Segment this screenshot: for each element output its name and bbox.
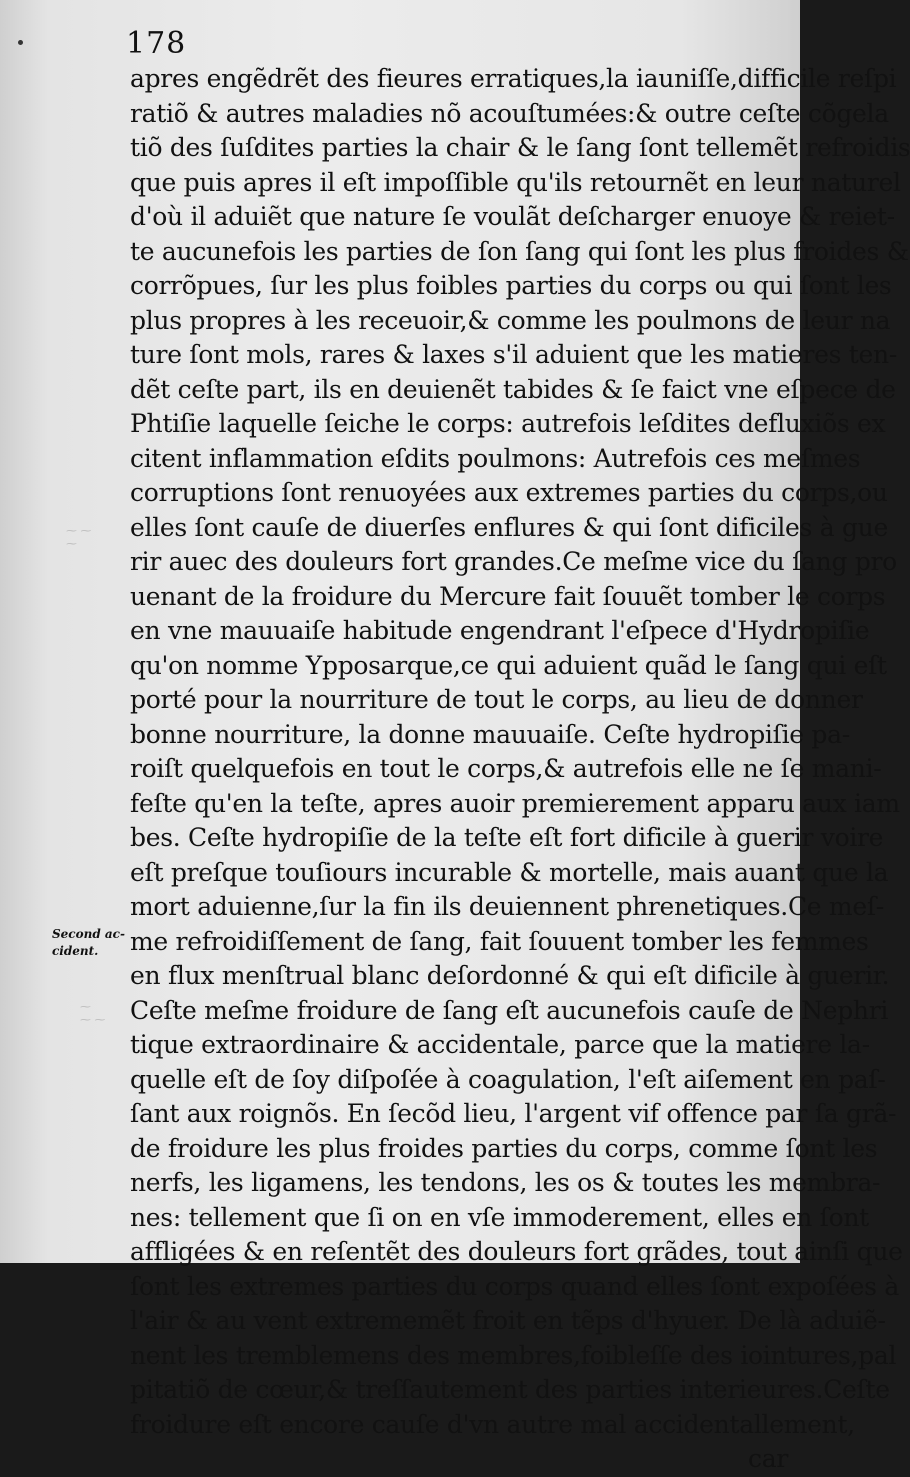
text-line: corruptions ſont renuoyées aux extremes parties du corps,ou xyxy=(130,478,888,507)
text-line: corrõpues, ſur les plus foibles parties du corps ou qui ſont les xyxy=(130,271,892,300)
text-line: tique extraordinaire & accidentale, parce que la matiere la- xyxy=(130,1030,870,1059)
text-line: me refroidiſſement de ſang, fait ſouuent tomber les femmes xyxy=(130,926,869,956)
text-line: qu'on nomme Ypposarque,ce qui aduient quãd le ſang qui eſt xyxy=(130,650,887,680)
text-line: de froidure les plus froides parties du corps, comme ſont les xyxy=(130,1133,878,1163)
text-line: en flux menſtrual blanc deſordonné & qui eſt dificile à guerir. xyxy=(130,961,890,990)
text-line: elles ſont cauſe de diuerſes enflures & qui ſont dificiles à gue xyxy=(130,512,888,542)
text-line: en vne mauuaiſe habitude engendrant l'eſpece d'Hydropiſie xyxy=(130,616,870,645)
text-line: bes. Ceſte hydropiſie de la teſte eſt fort dificile à guerir voire xyxy=(130,823,884,852)
text-line: roiſt quelquefois en tout le corps,& autrefois elle ne ſe mani- xyxy=(130,754,882,783)
text-line: rir auec des douleurs fort grandes.Ce meſme vice du ſang pro xyxy=(130,547,897,576)
text-line: dẽt ceſte part, ils en deuienẽt tabides & ſe faict vne eſpece de xyxy=(130,374,896,404)
marginal-note xyxy=(52,926,128,960)
text-line: d'où il aduiẽt que nature ſe voulãt deſcharger enuoye & reiet- xyxy=(130,202,895,231)
text-line: apres engẽdrẽt des fieures erratiques,la iauniſſe,difficile reſpi xyxy=(130,64,897,93)
text-line: ſant aux roignõs. En ſecõd lieu, l'argent vif offence par ſa grã- xyxy=(130,1099,897,1128)
text-line: nerfs, les ligamens, les tendons, les os & toutes les membra- xyxy=(130,1168,881,1197)
text-line: uenant de la froidure du Mercure fait ſouuẽt tomber le corps xyxy=(130,581,886,611)
bleed-through-mark: ⁓ ⁓ ⁓ xyxy=(80,1000,106,1026)
text-line: ture ſont mols, rares & laxes s'il aduient que les matieres ten- xyxy=(130,340,897,369)
text-line: bonne nourriture, la donne mauuaiſe. Ceſte hydropiſie pa- xyxy=(130,719,850,749)
text-line: ſont les extremes parties du corps quand elles ſont expoſées à xyxy=(130,1271,899,1301)
text-line: affligées & en reſentẽt des douleurs fort grãdes, tout ainſi que xyxy=(130,1237,903,1266)
page-number: 178 xyxy=(126,26,187,61)
text-line: Phtiſie laquelle ſeiche le corps: autrefois leſdites defluxiõs ex xyxy=(130,409,886,438)
text-line: nes: tellement que ſi on en vſe immoderement, elles en ſont xyxy=(130,1202,869,1232)
text-line: mort aduienne,ſur la fin ils deuiennent phrenetiques.Ce meſ- xyxy=(130,892,884,921)
text-line: quelle eſt de ſoy diſpoſée à coagulation, l'eſt aiſement en paſ- xyxy=(130,1064,886,1094)
text-line: l'air & au vent extrememẽt froit en tẽps d'hyuer. De là aduiẽ- xyxy=(130,1306,886,1335)
bleed-through-mark: ⁓ ⁓ ⁓ xyxy=(66,524,92,550)
text-line: porté pour la nourriture de tout le corps, au lieu de donner xyxy=(130,685,863,714)
text-line: feſte qu'en la teſte, apres auoir premierement apparu aux iam xyxy=(130,788,900,818)
text-line: pitatiõ de cœur,& treſſautement des parties interieures.Ceſte xyxy=(130,1375,890,1404)
body-text xyxy=(130,62,910,1477)
text-line: que puis apres il eſt impoſſible qu'ils retournẽt en leur naturel xyxy=(130,167,901,197)
binding-mark xyxy=(18,40,23,45)
catchword: car xyxy=(748,1444,788,1473)
marginal-note-line: Second ac- xyxy=(52,927,125,941)
text-line: citent inflammation eſdits poulmons: Autrefois ces meſmes xyxy=(130,443,861,473)
text-line: ratiõ & autres maladies nõ acouſtumées:& outre ceſte cõgela xyxy=(130,98,889,128)
text-line: tiõ des ſuſdites parties la chair & le ſang ſont tellemẽt refroidis xyxy=(130,133,910,162)
text-line: plus propres à les receuoir,& comme les poulmons de leur na xyxy=(130,305,891,335)
text-line: te aucunefois les parties de ſon ſang qui ſont les plus froides & xyxy=(130,236,909,266)
text-line: eſt preſque touſiours incurable & mortelle, mais auant que la xyxy=(130,857,889,887)
text-line: froidure eſt encore cauſe d'vn autre mal accidentallement, xyxy=(130,1409,855,1439)
text-line: nent les tremblemens des membres,foibleſſe des iointures,pal xyxy=(130,1340,897,1370)
text-line: Ceſte meſme froidure de ſang eſt aucunefois cauſe de Nephri xyxy=(130,995,889,1025)
marginal-note-line: cident. xyxy=(52,944,99,958)
